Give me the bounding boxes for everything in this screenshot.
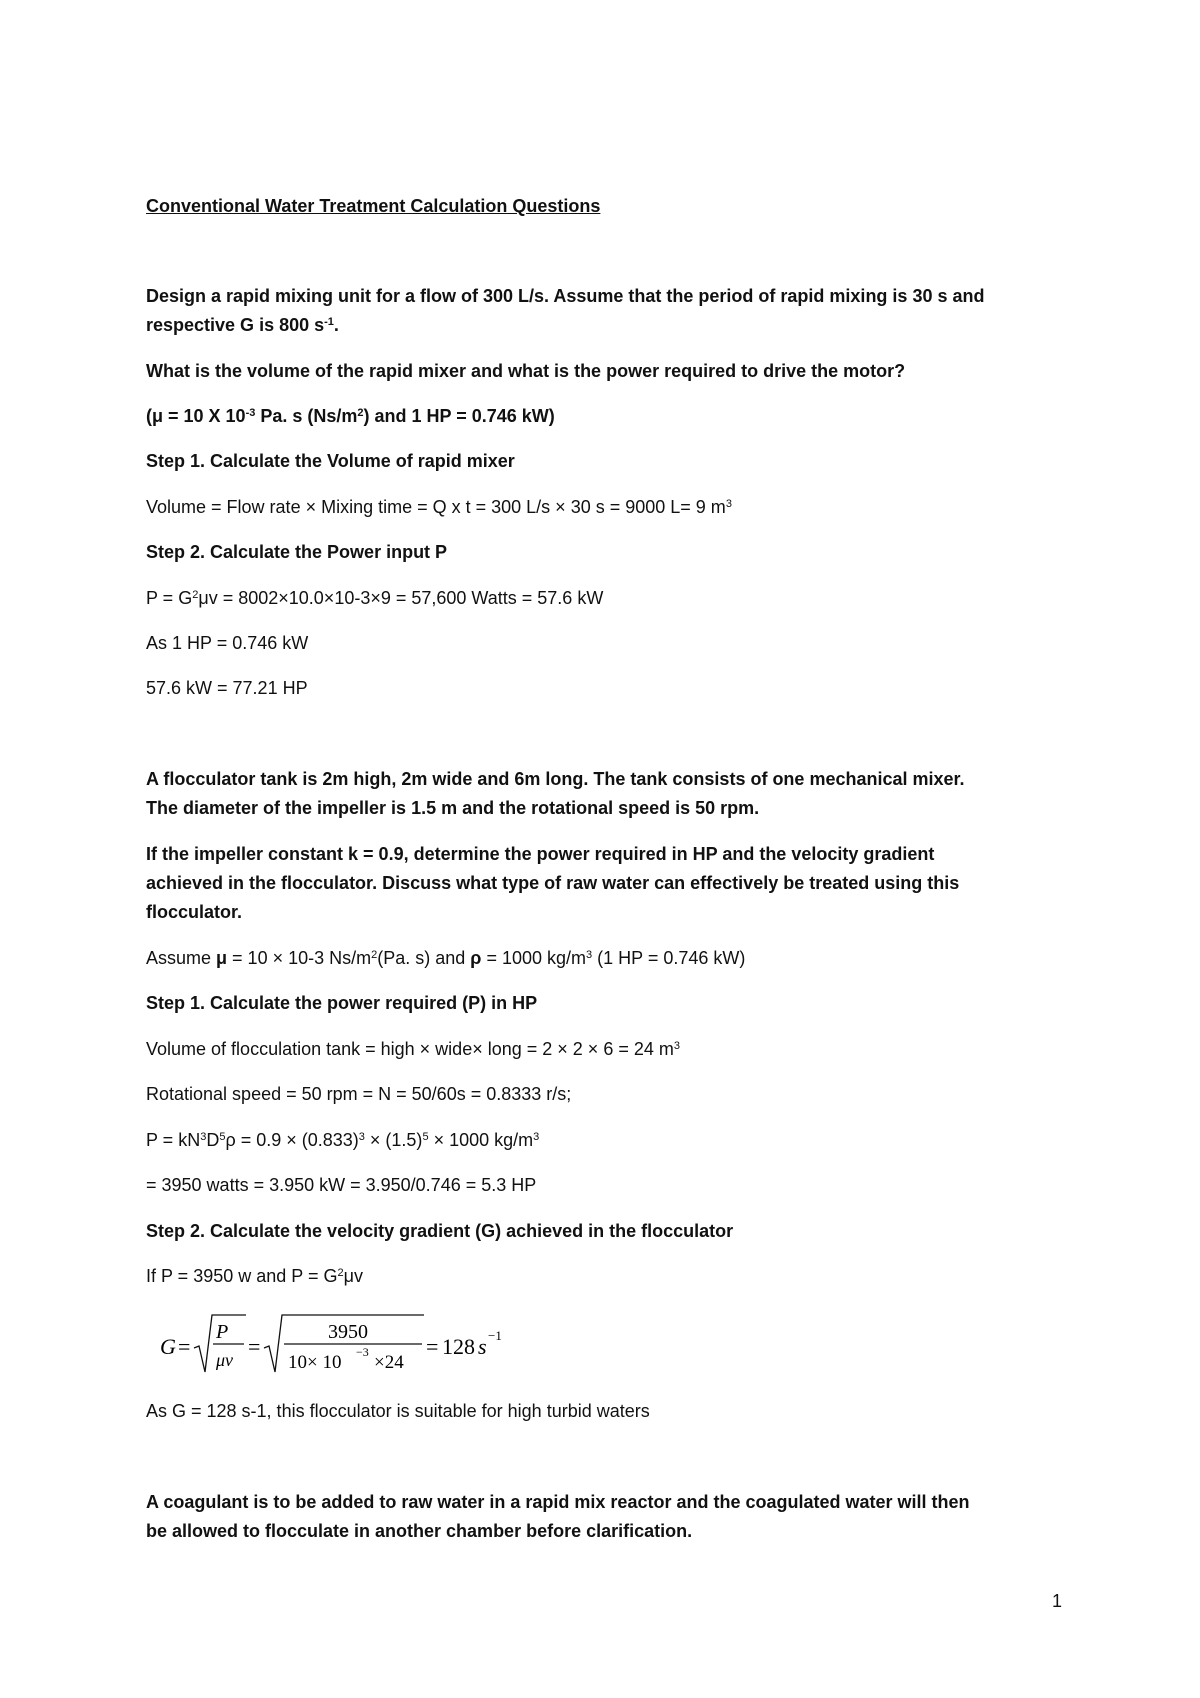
q2-power-exp-4: 5 xyxy=(422,1131,429,1143)
q2-step1-heading: Step 1. Calculate the power required (P) in HP xyxy=(146,993,538,1013)
q2-question-line-3: flocculator. xyxy=(146,902,243,922)
q3-intro-line-2: be allowed to flocculate in another chamber before clarification. xyxy=(146,1521,693,1541)
q1-intro-exponent: -1 xyxy=(324,316,334,328)
q1-step2-exponent: 2 xyxy=(192,589,199,601)
q1-given-a: (μ = 10 X 10 xyxy=(146,406,246,426)
q1-hp-line: As 1 HP = 0.746 kW xyxy=(146,633,309,653)
eq-g: G xyxy=(160,1334,176,1359)
q1-step2-text xyxy=(146,587,1076,610)
q1-intro-line-2 xyxy=(146,314,1076,337)
q2-conclusion: As G = 128 s-1, this flocculator is suitable for high turbid waters xyxy=(146,1401,650,1421)
q2-assume-a: Assume xyxy=(146,948,217,968)
eq-p: P xyxy=(216,1321,229,1343)
eq-equals-2: = xyxy=(248,1334,261,1359)
q2-power-e: × 1000 kg/m xyxy=(428,1130,534,1150)
q2-question-line-2: achieved in the flocculator. Discuss what type of raw water can effectively be treated using this xyxy=(146,873,960,893)
document-title: Conventional Water Treatment Calculation Questions xyxy=(146,196,601,216)
q3-intro-line-1: A coagulant is to be added to raw water in a rapid mix reactor and the coagulated water will then xyxy=(146,1492,970,1512)
q1-intro-line-1: Design a rapid mixing unit for a flow of 300 L/s. Assume that the period of rapid mixing is 30 s and xyxy=(146,286,985,306)
eq-unit-s: s xyxy=(478,1334,487,1359)
q2-speed-line: Rotational speed = 50 rpm = N = 50/60s = 0.8333 r/s; xyxy=(146,1084,572,1104)
q1-step1-heading: Step 1. Calculate the Volume of rapid mixer xyxy=(146,451,515,471)
q1-step2-a: P = G xyxy=(146,588,193,608)
q2-power-exp-3: 3 xyxy=(358,1131,365,1143)
eq-denominator-a: 10× 10 xyxy=(288,1352,342,1373)
q2-if-exponent: 2 xyxy=(337,1267,344,1279)
q2-assume-mu: μ xyxy=(216,948,228,968)
q2-power-exp-2: 5 xyxy=(219,1131,226,1143)
q2-power-exp-5: 3 xyxy=(533,1131,540,1143)
q1-question: What is the volume of the rapid mixer and what is the power required to drive the motor? xyxy=(146,361,906,381)
q2-power-exp-1: 3 xyxy=(200,1131,207,1143)
q1-step2-heading: Step 2. Calculate the Power input P xyxy=(146,542,448,562)
eq-denominator-b: ×24 xyxy=(374,1352,404,1373)
q2-assume-exp-1: 2 xyxy=(371,949,378,961)
q1-intro-text: respective G is 800 s xyxy=(146,315,325,335)
q2-question-line-1: If the impeller constant k = 0.9, determine the power required in HP and the velocity gradient xyxy=(146,844,935,864)
q1-step1-exponent: 3 xyxy=(725,498,732,510)
q1-given-exp-1: -3 xyxy=(245,407,256,419)
q1-given-c: ) and 1 HP = 0.746 kW) xyxy=(363,406,555,426)
eq-equals-3: = xyxy=(426,1334,439,1359)
eq-result: 128 xyxy=(442,1334,475,1359)
q1-step1-body: Volume = Flow rate × Mixing time = Q x t = 300 L/s × 30 s = 9000 L= 9 m xyxy=(146,497,726,517)
eq-denominator-exponent: −3 xyxy=(356,1345,369,1359)
q1-intro-period: . xyxy=(333,315,339,335)
q2-power-b: D xyxy=(206,1130,220,1150)
eq-unit-exponent: −1 xyxy=(488,1328,502,1343)
eq-muv: μv xyxy=(216,1350,234,1370)
q2-power-d: × (1.5) xyxy=(364,1130,423,1150)
q2-power-c: ρ = 0.9 × (0.833) xyxy=(225,1130,359,1150)
q2-assume-d: = 1000 kg/m xyxy=(481,948,587,968)
page-number: 1 xyxy=(1052,1591,1063,1611)
q1-step1-text xyxy=(146,496,1076,519)
q2-power-a: P = kN xyxy=(146,1130,201,1150)
q2-assume-rho: ρ xyxy=(470,948,482,968)
q2-power-formula xyxy=(146,1129,1076,1152)
q2-power-result: = 3950 watts = 3.950 kW = 3.950/0.746 = 5.3 HP xyxy=(146,1175,537,1195)
q2-assume-c: (Pa. s) and xyxy=(377,948,471,968)
q1-given xyxy=(146,405,1076,428)
eq-equals-1: = xyxy=(178,1334,191,1359)
q2-assumptions xyxy=(146,947,1076,970)
q2-volume-text: Volume of flocculation tank = high × wide× long = 2 × 2 × 6 = 24 m xyxy=(146,1039,674,1059)
q1-given-b: Pa. s (Ns/m xyxy=(255,406,358,426)
q2-if-a: If P = 3950 w and P = G xyxy=(146,1266,338,1286)
q2-if-line xyxy=(146,1265,1076,1288)
q2-intro-line-2: The diameter of the impeller is 1.5 m and the rotational speed is 50 rpm. xyxy=(146,798,760,818)
eq-numerator: 3950 xyxy=(328,1321,368,1343)
q2-step2-heading: Step 2. Calculate the velocity gradient (G) achieved in the flocculator xyxy=(146,1221,734,1241)
q1-result: 57.6 kW = 77.21 HP xyxy=(146,678,308,698)
q1-given-exp-2: 2 xyxy=(357,407,364,419)
q2-assume-e: (1 HP = 0.746 kW) xyxy=(592,948,746,968)
q1-step2-b: μv = 8002×10.0×10-3×9 = 57,600 Watts = 57.6 kW xyxy=(198,588,604,608)
q2-intro-line-1: A flocculator tank is 2m high, 2m wide and 6m long. The tank consists of one mechanical mixer. xyxy=(146,769,965,789)
velocity-gradient-equation xyxy=(160,1312,560,1376)
q2-if-b: μv xyxy=(343,1266,363,1286)
q2-assume-exp-2: 3 xyxy=(586,949,593,961)
q2-volume-exponent: 3 xyxy=(673,1040,680,1052)
q2-volume-line xyxy=(146,1038,1076,1061)
q2-assume-b: = 10 × 10-3 Ns/m xyxy=(227,948,372,968)
